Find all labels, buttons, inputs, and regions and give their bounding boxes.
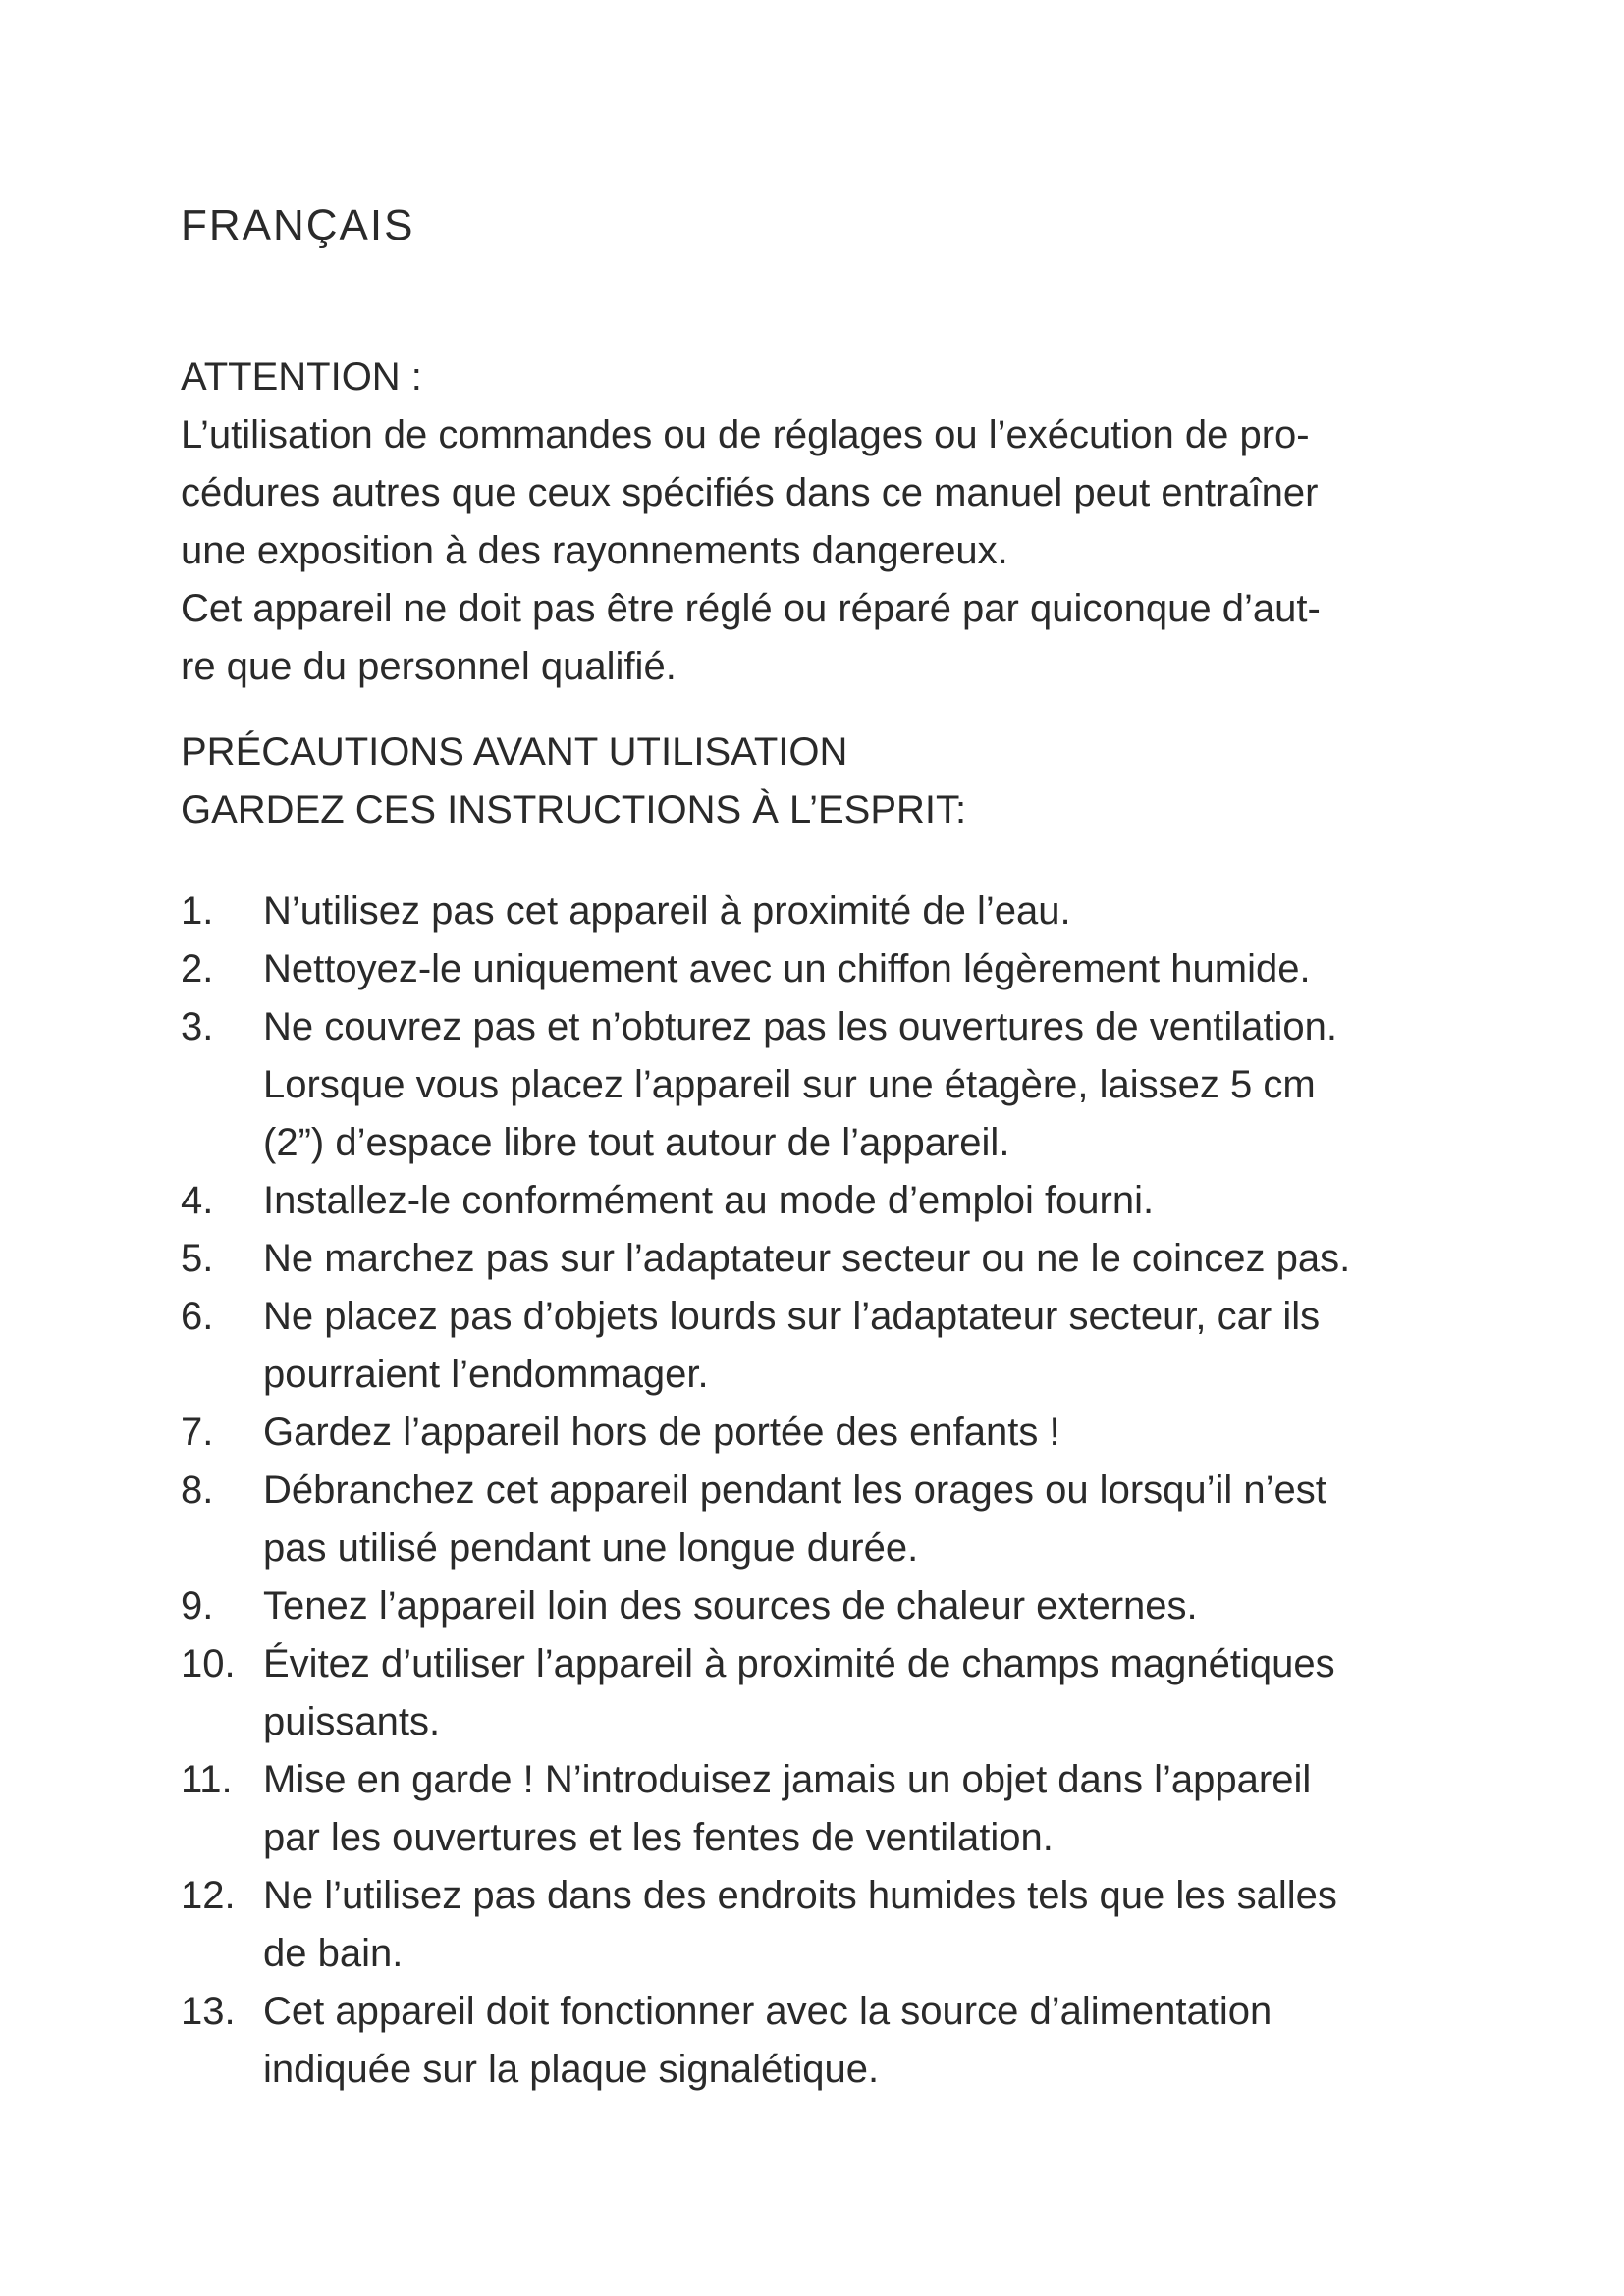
instruction-line: Gardez l’appareil hors de portée des enfants ! xyxy=(263,1411,1060,1454)
instruction-line: Ne couvrez pas et n’obturez pas les ouvertures de ventilation. xyxy=(263,1005,1337,1048)
instruction-item xyxy=(181,1172,1477,1230)
instruction-line: Tenez l’appareil loin des sources de chaleur externes. xyxy=(263,1584,1198,1628)
instruction-item xyxy=(181,1867,1477,1983)
instruction-item xyxy=(181,1230,1477,1288)
instruction-number: 7. xyxy=(181,1411,214,1454)
instruction-line: N’utilisez pas cet appareil à proximité de l’eau. xyxy=(263,889,1071,933)
instruction-number: 11. xyxy=(181,1758,233,1801)
instruction-line: Installez-le conformément au mode d’emploi fourni. xyxy=(263,1179,1155,1222)
precautions-heading: PRÉCAUTIONS AVANT UTILISATION xyxy=(181,730,848,774)
attention-line: Cet appareil ne doit pas être réglé ou réparé par quiconque d’aut- xyxy=(181,587,1321,630)
instruction-number: 6. xyxy=(181,1295,214,1338)
instruction-item xyxy=(181,1577,1477,1635)
instruction-number: 4. xyxy=(181,1179,214,1222)
instruction-line: Ne marchez pas sur l’adaptateur secteur ou ne le coincez pas. xyxy=(263,1237,1351,1280)
instruction-line: Débranchez cet appareil pendant les orages ou lorsqu’il n’est xyxy=(263,1468,1326,1512)
instruction-list xyxy=(181,882,1477,2099)
precautions-subheading: GARDEZ CES INSTRUCTIONS À L’ESPRIT: xyxy=(181,788,967,831)
precautions-section xyxy=(181,723,1477,839)
instruction-text xyxy=(263,1462,1477,1577)
instruction-number: 10. xyxy=(181,1642,236,1685)
instruction-number: 2. xyxy=(181,947,214,990)
instruction-text xyxy=(263,1577,1477,1635)
instruction-item xyxy=(181,1635,1477,1751)
instruction-number: 3. xyxy=(181,1005,214,1048)
instruction-text xyxy=(263,1288,1477,1404)
instruction-text xyxy=(263,998,1477,1172)
instruction-item xyxy=(181,1751,1477,1867)
instruction-line: Mise en garde ! N’introduisez jamais un objet dans l’appareil xyxy=(263,1758,1312,1801)
instruction-number: 13. xyxy=(181,1990,236,2033)
instruction-line: Ne placez pas d’objets lourds sur l’adaptateur secteur, car ils xyxy=(263,1295,1321,1338)
instruction-item xyxy=(181,1462,1477,1577)
attention-line: une exposition à des rayonnements dangereux. xyxy=(181,529,1008,572)
attention-section xyxy=(181,348,1477,696)
instruction-line: pas utilisé pendant une longue durée. xyxy=(263,1526,919,1570)
instruction-text xyxy=(263,1983,1477,2099)
instruction-line: de bain. xyxy=(263,1932,404,1975)
instruction-line: (2”) d’espace libre tout autour de l’appareil. xyxy=(263,1121,1010,1164)
instruction-text xyxy=(263,1635,1477,1751)
instruction-line: Cet appareil doit fonctionner avec la source d’alimentation xyxy=(263,1990,1272,2033)
attention-line: re que du personnel qualifié. xyxy=(181,645,677,688)
instruction-text xyxy=(263,1404,1477,1462)
instruction-number: 1. xyxy=(181,889,214,933)
instruction-item xyxy=(181,1983,1477,2099)
attention-line: L’utilisation de commandes ou de réglages ou l’exécution de pro- xyxy=(181,413,1310,456)
language-heading: FRANÇAIS xyxy=(181,201,415,249)
instruction-number: 9. xyxy=(181,1584,214,1628)
attention-line: cédures autres que ceux spécifiés dans ce manuel peut entraîner xyxy=(181,471,1319,514)
instruction-number: 8. xyxy=(181,1468,214,1512)
instruction-text xyxy=(263,1230,1477,1288)
instruction-text xyxy=(263,940,1477,998)
instruction-text xyxy=(263,1751,1477,1867)
instruction-item xyxy=(181,882,1477,940)
instruction-number: 12. xyxy=(181,1874,236,1917)
attention-heading: ATTENTION : xyxy=(181,355,422,399)
instruction-line: par les ouvertures et les fentes de ventilation. xyxy=(263,1816,1054,1859)
instruction-item xyxy=(181,1404,1477,1462)
instruction-text xyxy=(263,1867,1477,1983)
instruction-item xyxy=(181,940,1477,998)
instruction-item xyxy=(181,1288,1477,1404)
instruction-item xyxy=(181,998,1477,1172)
instruction-line: Nettoyez-le uniquement avec un chiffon légèrement humide. xyxy=(263,947,1311,990)
instruction-text xyxy=(263,1172,1477,1230)
instruction-line: indiquée sur la plaque signalétique. xyxy=(263,2048,880,2091)
instruction-line: pourraient l’endommager. xyxy=(263,1353,709,1396)
instruction-text xyxy=(263,882,1477,940)
instruction-number: 5. xyxy=(181,1237,214,1280)
instruction-line: Évitez d’utiliser l’appareil à proximité de champs magnétiques xyxy=(263,1642,1335,1685)
instruction-line: Lorsque vous placez l’appareil sur une étagère, laissez 5 cm xyxy=(263,1063,1316,1106)
instruction-line: Ne l’utilisez pas dans des endroits humides tels que les salles xyxy=(263,1874,1337,1917)
instruction-line: puissants. xyxy=(263,1700,441,1743)
